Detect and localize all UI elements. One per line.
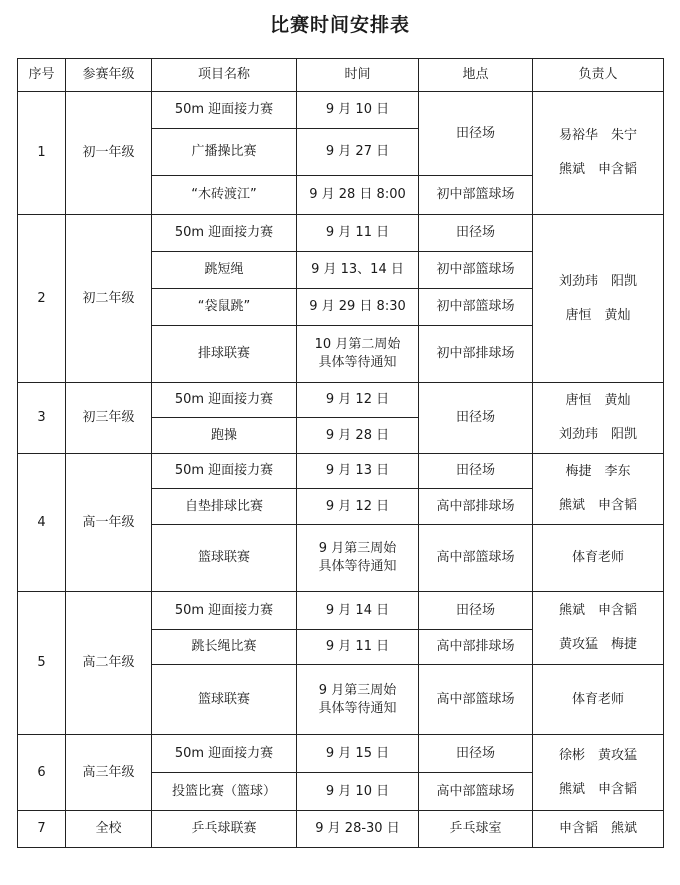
- event-cell: 50m 迎面接力赛: [152, 592, 297, 630]
- event-cell: 50m 迎面接力赛: [152, 383, 297, 418]
- staff-name: 申含韬: [598, 781, 638, 797]
- seq-cell: 7: [18, 811, 66, 848]
- staff-name: 朱宁: [611, 128, 638, 143]
- event-cell: 篮球联赛: [152, 665, 297, 735]
- seq-cell: 6: [18, 735, 66, 811]
- event-cell: “袋鼠跳”: [152, 289, 297, 326]
- staff-name: 梅捷: [611, 637, 638, 652]
- staff-name: 熊斌: [558, 781, 585, 797]
- staff-line: [535, 455, 661, 489]
- staff-line: [535, 628, 661, 662]
- header-grade: 参赛年级: [66, 59, 152, 92]
- place-cell: 田径场: [419, 592, 533, 630]
- staff-line: [535, 739, 661, 773]
- header-time: 时间: [297, 59, 419, 92]
- grade-cell: 初一年级: [66, 92, 152, 215]
- staff-name: 阳凯: [611, 273, 638, 289]
- staff-name: 熊斌: [558, 162, 585, 177]
- header-staff: 负责人: [533, 59, 664, 92]
- staff-name: 易裕华: [558, 128, 598, 143]
- staff-line: [535, 299, 661, 333]
- place-cell: 田径场: [419, 92, 533, 176]
- time-cell: 9 月 14 日: [297, 592, 419, 630]
- time-cell: 9 月 28 日: [297, 418, 419, 454]
- place-cell: 高中部篮球场: [419, 665, 533, 735]
- place-cell: 初中部篮球场: [419, 176, 533, 215]
- place-cell: 田径场: [419, 215, 533, 252]
- time-cell: 9 月 13、14 日: [297, 252, 419, 289]
- staff-cell: [533, 811, 664, 848]
- staff-line: [535, 265, 661, 299]
- grade-cell: 高二年级: [66, 592, 152, 735]
- staff-name: 申含韬: [598, 603, 638, 618]
- staff-name: 熊斌: [558, 498, 585, 513]
- table-row: [18, 592, 664, 630]
- time-cell: [297, 665, 419, 735]
- table-row: [18, 735, 664, 773]
- staff-name: 李东: [604, 464, 631, 479]
- staff-name: 阳凯: [611, 427, 638, 442]
- staff-cell: [533, 215, 664, 383]
- time-cell: 9 月 10 日: [297, 92, 419, 129]
- seq-cell: 3: [18, 383, 66, 454]
- page-title: 比赛时间安排表: [269, 14, 410, 36]
- table-row: [18, 454, 664, 489]
- staff-name: 熊斌: [611, 821, 638, 836]
- staff-cell: [533, 592, 664, 665]
- staff-name: 刘劲玮: [558, 273, 598, 289]
- staff-cell: [533, 735, 664, 811]
- header-row: [18, 59, 664, 92]
- time-cell: [297, 326, 419, 383]
- grade-cell: 全校: [66, 811, 152, 848]
- event-cell: 排球联赛: [152, 326, 297, 383]
- place-cell: 高中部篮球场: [419, 525, 533, 592]
- staff-name: 黄灿: [604, 393, 631, 408]
- event-cell: 篮球联赛: [152, 525, 297, 592]
- grade-cell: 高三年级: [66, 735, 152, 811]
- staff-cell: 体育老师: [533, 525, 664, 592]
- time-cell: 9 月 29 日 8:30: [297, 289, 419, 326]
- event-cell: 投篮比赛（篮球）: [152, 773, 297, 811]
- time-cell: 9 月 12 日: [297, 489, 419, 525]
- time-cell: 9 月 28 日 8:00: [297, 176, 419, 215]
- table-row: [18, 383, 664, 418]
- time-cell: 9 月 10 日: [297, 773, 419, 811]
- event-cell: 50m 迎面接力赛: [152, 215, 297, 252]
- place-cell: 田径场: [419, 383, 533, 454]
- place-cell: 初中部篮球场: [419, 252, 533, 289]
- schedule-table: [17, 58, 664, 848]
- event-cell: 50m 迎面接力赛: [152, 454, 297, 489]
- header-place: 地点: [419, 59, 533, 92]
- table-row: [18, 215, 664, 252]
- header-seq: 序号: [18, 59, 66, 92]
- time-cell: 9 月 11 日: [297, 630, 419, 665]
- seq-cell: 2: [18, 215, 66, 383]
- table-row: [18, 92, 664, 129]
- place-cell: 初中部排球场: [419, 326, 533, 383]
- time-cell: 9 月 11 日: [297, 215, 419, 252]
- staff-cell: [533, 92, 664, 215]
- time-cell: 9 月 28-30 日: [297, 811, 419, 848]
- staff-cell: [533, 383, 664, 454]
- staff-name: 梅捷: [565, 464, 592, 479]
- time-line: 10 月第二周始: [314, 337, 401, 352]
- staff-line: [535, 418, 661, 452]
- staff-name: 黄灿: [604, 307, 631, 323]
- seq-cell: 1: [18, 92, 66, 215]
- staff-name: 黄攻猛: [598, 747, 638, 763]
- staff-line: [535, 773, 661, 807]
- place-cell: 高中部排球场: [419, 630, 533, 665]
- time-line: 9 月第三周始: [318, 541, 397, 556]
- event-cell: 广播操比赛: [152, 129, 297, 176]
- time-line: 9 月第三周始: [318, 682, 397, 698]
- staff-name: 刘劲玮: [558, 427, 598, 442]
- seq-cell: 4: [18, 454, 66, 592]
- grade-cell: 高一年级: [66, 454, 152, 592]
- event-cell: “木砖渡江”: [152, 176, 297, 215]
- staff-name: 唐恒: [565, 393, 592, 408]
- staff-name: 黄攻猛: [558, 637, 598, 652]
- grade-cell: 初二年级: [66, 215, 152, 383]
- staff-line: [535, 594, 661, 628]
- event-cell: 50m 迎面接力赛: [152, 735, 297, 773]
- event-cell: 跳短绳: [152, 252, 297, 289]
- seq-cell: 5: [18, 592, 66, 735]
- staff-line: [535, 384, 661, 418]
- time-cell: 9 月 13 日: [297, 454, 419, 489]
- staff-line: [535, 119, 661, 153]
- time-cell: [297, 525, 419, 592]
- place-cell: 乒乓球室: [419, 811, 533, 848]
- event-cell: 跳长绳比赛: [152, 630, 297, 665]
- event-cell: 自垫排球比赛: [152, 489, 297, 525]
- staff-cell: 体育老师: [533, 665, 664, 735]
- time-cell: 9 月 27 日: [297, 129, 419, 176]
- time-cell: 9 月 15 日: [297, 735, 419, 773]
- staff-name: 申含韬: [598, 498, 638, 513]
- event-cell: 乒乓球联赛: [152, 811, 297, 848]
- header-event: 项目名称: [152, 59, 297, 92]
- staff-name: 徐彬: [558, 747, 585, 763]
- place-cell: 高中部排球场: [419, 489, 533, 525]
- staff-name: 唐恒: [565, 307, 592, 323]
- event-cell: 50m 迎面接力赛: [152, 92, 297, 129]
- place-cell: 高中部篮球场: [419, 773, 533, 811]
- place-cell: 初中部篮球场: [419, 289, 533, 326]
- staff-name: 申含韬: [558, 821, 598, 836]
- place-cell: 田径场: [419, 735, 533, 773]
- time-line: 具体等待通知: [318, 559, 397, 574]
- staff-name: 申含韬: [598, 162, 638, 177]
- time-line: 具体等待通知: [318, 700, 397, 716]
- staff-line: [535, 489, 661, 523]
- staff-line: [535, 153, 661, 187]
- table-row: [18, 811, 664, 848]
- place-cell: 田径场: [419, 454, 533, 489]
- time-cell: 9 月 12 日: [297, 383, 419, 418]
- time-line: 具体等待通知: [318, 355, 397, 370]
- event-cell: 跑操: [152, 418, 297, 454]
- staff-name: 熊斌: [558, 603, 585, 618]
- staff-cell: [533, 454, 664, 525]
- grade-cell: 初三年级: [66, 383, 152, 454]
